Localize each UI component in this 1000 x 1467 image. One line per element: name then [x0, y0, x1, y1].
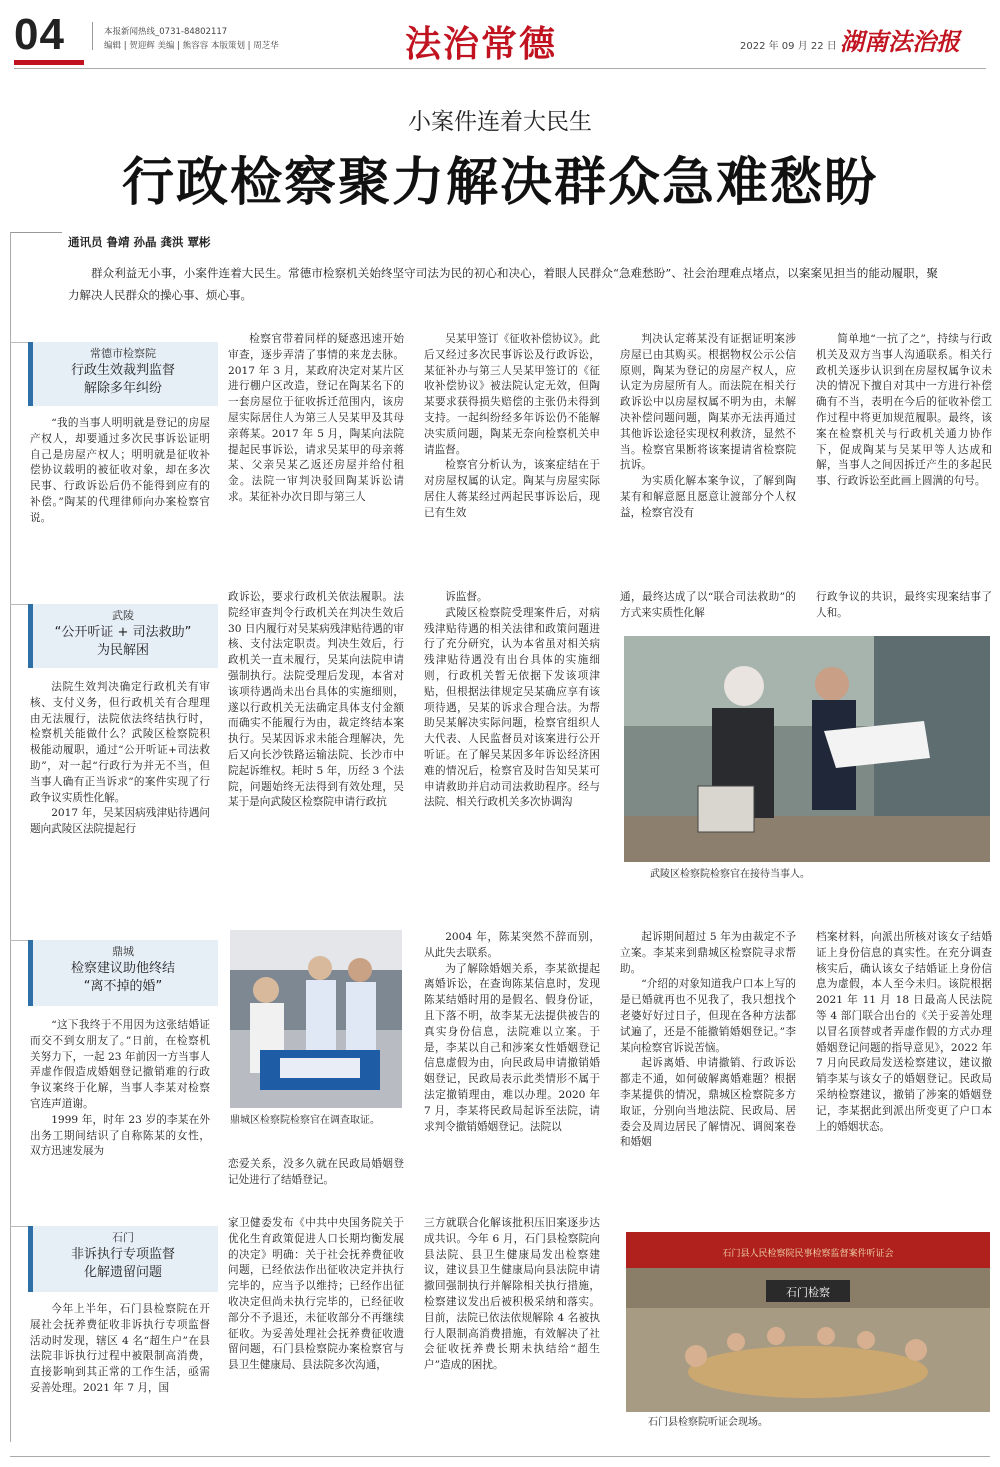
- photo-caption: 石门县检察院听证会现场。: [648, 1417, 768, 1428]
- photo-wuling-reception: [624, 636, 990, 862]
- section-rule: [10, 342, 28, 343]
- byline-rule: [10, 232, 62, 233]
- section-title-line2: 化解遗留问题: [83, 1265, 162, 1280]
- section-title-line1: 行政生效裁判监督: [70, 363, 175, 378]
- page-bottom-rule: [10, 1456, 990, 1457]
- section2-column4: 通，最终达成了以“联合司法救助”的方式来实质性化解: [620, 591, 796, 619]
- section3-column4: 起诉期间超过 5 年为由裁定不予立案。李某来到鼎城区检察院寻求帮助。 “介绍的对象知道我户口本上写的是已婚就再也不见我了，我只想找个老婆好好过日子，但现在各种方法都试遍了，还是不能撤销婚姻登记。”李某向检察官诉说苦恼。 起诉离婚、申请撤销、行政诉讼都走不通，如何破解离婚难题？根据李某提供的情况，鼎城区检察院多方取证，分别向当地法院、民政局、居委会及周边居民了解情况、调阅案卷和婚姻: [620, 930, 796, 1192]
- section2-column1: 法院生效判决确定行政机关有审核、支付义务，但行政机关有合理理由无法履行，法院依法终结执行时，检察机关能做什么？武陵区检察院积极能动履职，通过“公开听证+司法救助”，对一起“行政行为并无不当，但当事人确有正当诉求”的案件实现了行政争议实质性化解。 2017 年，吴某因病残津贴待遇问题向武陵区法院提起行: [30, 680, 210, 890]
- section-name: 法治常德: [405, 23, 558, 65]
- byline: 通讯员 鲁靖 孙晶 龚洪 覃彬: [68, 235, 211, 249]
- section-rule: [10, 940, 28, 941]
- issue-date: 2022 年 09 月 22 日: [740, 41, 837, 52]
- section-title-line2: “离不掉的婚”: [83, 979, 163, 994]
- section-title-line1: “公开听证 + 司法救助”: [54, 625, 192, 640]
- section-header-wuling: [28, 604, 218, 668]
- section-location: 武陵: [112, 609, 134, 622]
- section-header-dingcheng: [28, 940, 218, 1006]
- paragraph: 起诉离婚、申请撤销、行政诉讼都走不通，如何破解离婚难题？根据李某提供的情况，鼎城区检察院多方取证，分别向当地法院、民政局、居委会及周边居民了解情况、调阅案卷和婚姻: [620, 1057, 796, 1149]
- header-rule: [14, 68, 986, 69]
- page-number-underline: [14, 60, 84, 65]
- hearing-sign: 石门检察: [786, 1286, 830, 1299]
- lead-paragraph: 群众利益无小事，小案件连着大民生。常德市检察机关始终坚守司法为民的初心和决心，着眼人民群众“急难愁盼”、社会治理难点堵点，以案案见担当的能动履职，聚力解决人民群众的操心事、烦心事。: [68, 266, 938, 302]
- editor-credits: 编辑 | 贺迎辉 美编 | 熊容容 本版策划 | 周芝华: [104, 41, 279, 51]
- paragraph: 1999 年，时年 23 岁的李某在外出务工期间结识了自称陈某的女性，双方迅速发展为: [30, 1113, 210, 1158]
- photo-shimen-hearing: [626, 1232, 990, 1412]
- section2-column5: 行政争议的共识，最终实现案结事了人和。: [816, 591, 992, 619]
- section-location: 石门: [112, 1231, 134, 1244]
- photo-dingcheng-investigation: [230, 930, 402, 1108]
- section-title-line2: 解除多年纠纷: [83, 381, 162, 396]
- left-margin-rule: [10, 232, 11, 1442]
- newspaper-logo: 湖南法治报: [840, 27, 960, 56]
- section-header-changde: [28, 342, 218, 406]
- article-subtitle: 小案件连着大民生: [408, 109, 592, 135]
- paragraph: 为了解除婚姻关系，李某欲提起离婚诉讼，在查询陈某信息时，发现陈某结婚时用的是假名、假身份证，且下落不明，故李某无法提供被告的真实身份信息，法院难以立案。于是，李某以自己和涉案女性婚姻登记信息虚假为由，向民政局申请撤销婚姻登记，民政局表示此类情形不属于法定撤销理由，难以办理。2020 年 7 月，李某将民政局起诉至法院，请求判令撤销婚姻登记。法院以: [424, 962, 600, 1133]
- section-location: 常德市检察院: [90, 347, 156, 360]
- section4-column2: 家卫健委发布《中共中央国务院关于优化生育政策促进人口长期均衡发展的决定》明确：关于社会抚养费征收问题，已经依法作出征收决定并执行完毕的，应当予以维持；已经作出征收决定但尚未执行完毕的，已经征收部分不予退还，未征收部分不再继续征收。为妥善处理社会抚养费征收遗留问题，石门县检察院办案检察官与县卫生健康局、县法院多次沟通，: [228, 1217, 404, 1372]
- photo-caption: 鼎城区检察院检察官在调查取证。: [230, 1115, 380, 1126]
- hearing-banner: 石门县人民检察院民事检察监督案件听证会: [722, 1249, 894, 1259]
- section-rule: [10, 1226, 28, 1227]
- page-number: 04: [14, 10, 65, 59]
- section-header-shimen: [28, 1226, 218, 1292]
- section1-column2: 检察官带着同样的疑惑迅速开始审查，逐步弄清了事情的来龙去脉。2017 年 3 月，某政府决定对某片区进行棚户区改造，登记在陶某名下的一套房屋位于征收拆迁范围内，该房屋实际居住人为第三人吴某甲及其母亲蒋某。2017 年 5 月，陶某向法院提起民事诉讼，请求吴某甲的母亲蒋某、父亲吴某乙返还房屋并给付租金。法院一审判决驳回陶某诉讼请求。某征补办次日即与第三人: [228, 333, 404, 503]
- section2-column3: 诉监督。 武陵区检察院受理案件后，对病残津贴待遇的相关法律和政策问题进行了充分研究，认为本省虽对相关病残津贴待遇没有出台具体的实施细则，行政机关暂无依据下发该项津贴，但根据法律规定吴某确应享有该项待遇，吴某的诉求合理合法。为帮助吴某解决实际问题，检察官组织人大代表、人民监督员对该案进行公开听证。在了解吴某因多年诉讼经济困难的情况后，检察官及时告知吴某可申请救助并启动司法救助程序。经与法院、相关行政机关多次协调沟: [424, 590, 600, 890]
- paragraph: “介绍的对象知道我户口本上写的是已婚就再也不见我了，我只想找个老婆好好过日子，但现在各种方法都试遍了，还是不能撤销婚姻登记。”李某向检察官诉说苦恼。: [620, 978, 796, 1054]
- section-title-line1: 非诉执行专项监督: [70, 1247, 175, 1262]
- paragraph: 为实质化解本案争议，了解到陶某有和解意愿且愿意让渡部分个人权益，检察官没有: [620, 475, 796, 519]
- section4-column3: 三方就联合化解该批积压旧案逐步达成共识。今年 6 月，石门县检察院向县法院、县卫生健康局发出检察建议，建议县卫生健康局向县法院申请撤回强制执行并解除相关执行措施，检察建议发出后被积极采纳和落实。目前，法院已依法依规解除 4 名被执行人限制高消费措施，有效解决了社会征收抚养费长期未执结给“超生户”造成的困扰。: [424, 1217, 600, 1372]
- photo-caption: 武陵区检察院检察官在接待当事人。: [650, 869, 810, 880]
- section3-column3: 2004 年，陈某突然不辞而别，从此失去联系。 为了解除婚姻关系，李某欲提起离婚诉讼，在查询陈某信息时，发现陈某结婚时用的是假名、假身份证，且下落不明，故李某无法提供被告的真实身份信息，法院难以立案。于是，李某以自己和涉案女性婚姻登记信息虚假为由，向民政局申请撤销婚姻登记，民政局表示此类情形不属于法定撤销理由，难以办理。2020 年 7 月，李某将民政局起诉至法院，请求判令撤销婚姻登记。法院以: [424, 930, 600, 1192]
- section1-column3: 吴某甲签订《征收补偿协议》。此后又经过多次民事诉讼及行政诉讼，某征补办与第三人吴某甲签订的《征收补偿协议》被法院认定无效，但陶某要求获得损失赔偿的主张仍未得到支持。一起纠纷经多年诉讼仍不能解决实质问题，陶某无奈向检察机关申请监督。 检察官分析认为，该案症结在于对房屋权属的认定。陶某与房屋实际居住人蒋某经过两起民事诉讼后，现已有生效: [424, 332, 600, 562]
- paragraph: 武陵区检察院受理案件后，对病残津贴待遇的相关法律和政策问题进行了充分研究，认为本省虽对相关病残津贴待遇没有出台具体的实施细则，行政机关暂无依据下发该项津贴，但根据法律规定吴某确应享有该项待遇，吴某的诉求合理合法。为帮助吴某解决实际问题，检察官组织人大代表、人民监督员对该案进行公开听证。在了解吴某因多年诉讼经济困难的情况后，检察官及时告知吴某可申请救助并启动司法救助程序。经与法院、相关行政机关多次协调沟: [424, 606, 600, 809]
- section1-column5: 简单地“一抗了之”，持续与行政机关及双方当事人沟通联系。相关行政机关逐步认识到在房屋权属争议未决的情况下擅自对其中一方进行补偿确有不当，表明在今后的征收补偿工作过程中将更加规范履职。最终，该案在检察机关与行政机关通力协作下，促成陶某与吴某甲等人达成和解，当事人之间因拆迁产生的多起民事、行政诉讼至此画上圆满的句号。: [816, 333, 992, 488]
- paragraph: 2017 年，吴某因病残津贴待遇问题向武陵区法院提起行: [30, 807, 210, 836]
- section-location: 鼎城: [112, 945, 134, 958]
- section-rule: [10, 604, 28, 605]
- paragraph: 检察官分析认为，该案症结在于对房屋权属的认定。陶某与房屋实际居住人蒋某经过两起民事诉讼后，现已有生效: [424, 459, 600, 519]
- article-title: 行政检察聚力解决群众急难愁盼: [121, 153, 878, 213]
- section2-column2: 政诉讼，要求行政机关依法履职。法院经审查判令行政机关在判决生效后 30 日内履行对吴某病残津贴待遇的审核、支付法定职责。判决生效后，行政机关一直未履行，吴某向法院申请强制执行。法院受理后发现，本省对该项待遇尚未出台具体的实施细则，遂以行政机关无法确定具体支付金额而确实不能履行为由，裁定终结本案执行。吴某因诉求未能合理解决，先后又向长沙铁路运输法院、长沙市中院起诉维权。耗时 5 年，历经 3 个法院，问题始终无法得到有效处理，吴某于是向武陵区检察院申请行政抗: [228, 591, 404, 809]
- section3-column5: 档案材料，向派出所核对该女子结婚证上身份信息的真实性。在充分调查核实后，确认该女子结婚证上身份信息为虚假，本人至今未归。该院根据 2021 年 11 月 18 日最高人民法院等 4 部门联合出台的《关于妥善处理以冒名顶替或者弄虚作假的方式办理婚姻登记问题的指导意见》，2022 年 7 月向民政局发送检察建议，建议撤销李某与该女子的婚姻登记。民政局采纳检察建议，撤销了涉案的婚姻登记，李某据此到派出所变更了户口本上的婚姻状态。: [816, 931, 992, 1133]
- section-title-line2: 为民解困: [96, 643, 149, 658]
- news-hotline: 本报新闻热线_0731-84802117: [104, 27, 228, 37]
- section1-column4: 判决认定蒋某没有证据证明案涉房屋已由其购买。根据物权公示公信原则，陶某为登记的房屋产权人，应认定为房屋所有人。而法院在相关行政诉讼中以房屋权属不明为由，未解决补偿问题问题，陶某亦无法再通过其他诉讼途径实现权利救济，显然不当。检察官果断将该案提请省检察院抗诉。 为实质化解本案争议，了解到陶某有和解意愿且愿意让渡部分个人权益，检察官没有: [620, 332, 796, 562]
- section4-column1: 今年上半年，石门县检察院在开展社会抚养费征收非诉执行专项监督活动时发现，辖区 4 名“超生户”在县法院非诉执行过程中被限制高消费，直接影响到其正常的工作生活，亟需妥善处理。2021 年 7 月，国: [30, 1303, 210, 1394]
- section3-column1: “这下我终于不用因为这张结婚证而交不到女朋友了。”日前，在检察机关努力下，一起 23 年前因一方当事人弄虚作假造成婚姻登记撤销难的行政争议案终于化解，当事人李某对检察官连声道谢。 1999 年，时年 23 岁的李某在外出务工期间结识了自称陈某的女性，双方迅速发展为: [30, 1018, 210, 1198]
- section1-column1: “我的当事人明明就是登记的房屋产权人，却要通过多次民事诉讼证明自己是房屋产权人；明明就是征收补偿协议载明的被征收对象，却在多次民事、行政诉讼后仍不能得到应有的补偿。”陶某的代理律师向办案检察官说。: [30, 417, 210, 524]
- section3-column2: 恋爱关系，没多久就在民政局婚姻登记处进行了结婚登记。: [228, 1158, 404, 1186]
- header-divider: [92, 22, 93, 50]
- section-title-line1: 检察建议助他终结: [70, 961, 175, 976]
